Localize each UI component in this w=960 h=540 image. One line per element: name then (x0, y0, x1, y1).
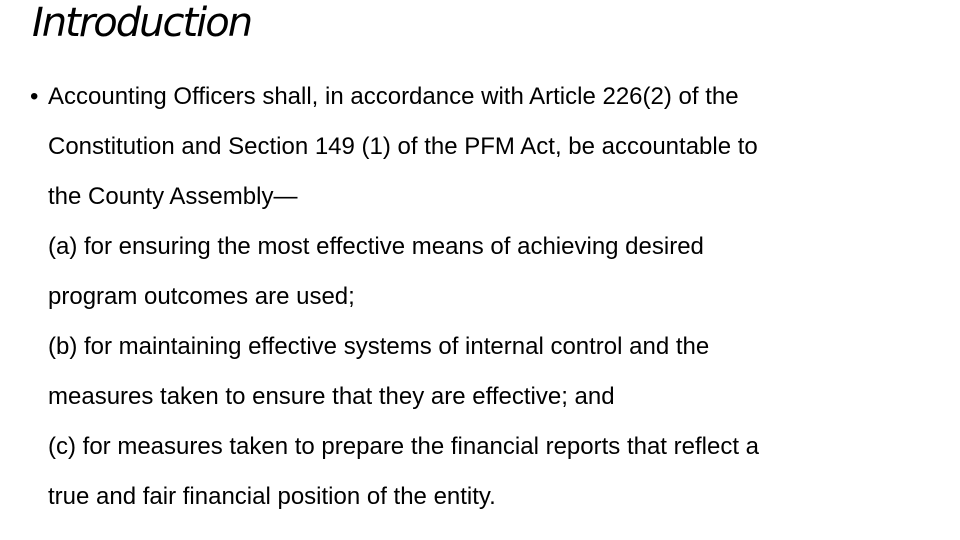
clause-b-line: (b) for maintaining effective systems of internal control and the (48, 333, 710, 360)
bullet-item (30, 72, 930, 522)
clause-b-line: measures taken to ensure that they are effective; and (48, 383, 615, 410)
clause-c-line: true and fair financial position of the entity. (48, 483, 496, 510)
text-line: Accounting Officers shall, in accordance with Article 226(2) of the (48, 83, 739, 110)
clause-a-line: program outcomes are used; (48, 283, 355, 310)
text-line: the County Assembly— (48, 183, 298, 210)
clause-a-line: (a) for ensuring the most effective means of achieving desired (48, 233, 704, 260)
clause-c-line: (c) for measures taken to prepare the financial reports that reflect a (48, 433, 760, 460)
bullet-icon: • (30, 83, 39, 110)
text-line: Constitution and Section 149 (1) of the PFM Act, be accountable to (48, 133, 758, 160)
bullet-list (30, 72, 930, 522)
slide-title: Introduction (32, 0, 252, 46)
